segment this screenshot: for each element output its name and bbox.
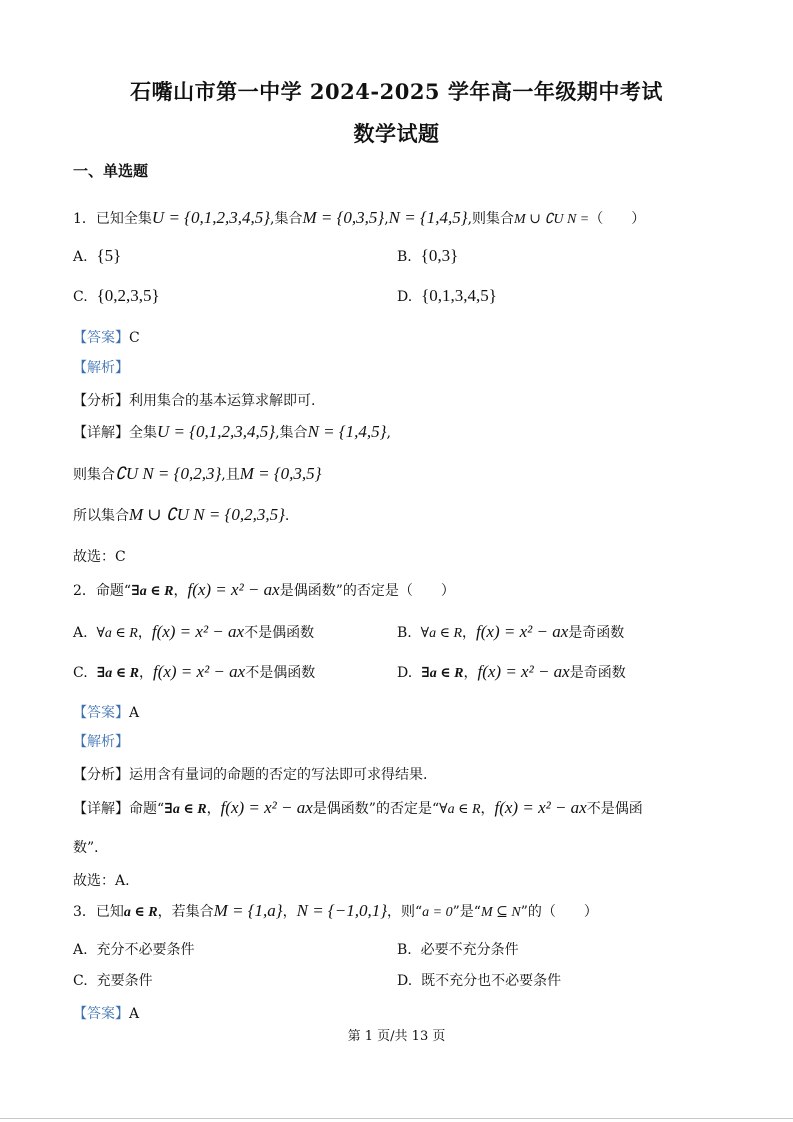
q1-paren: （ ） <box>589 211 646 227</box>
q1-answer: 【答案】C <box>73 330 140 346</box>
q1-expression: M ∪ ∁U N = <box>514 212 590 227</box>
q1-xiangjie-3: 所以集合M ∪ ∁U N = {0,2,3,5}. <box>73 505 290 524</box>
q1-analysis-tag: 【解析】 <box>73 360 129 376</box>
q1-sep: , <box>384 211 389 227</box>
q3-option-d: D. 既不充分也不必要条件 <box>397 973 562 989</box>
q1-option-a: A. {5} <box>73 246 122 265</box>
q2-analysis-tag: 【解析】 <box>73 734 129 750</box>
page-footer: 第 1 页/共 13 页 <box>347 1029 446 1044</box>
q1-set-m: M = {0,3,5} <box>302 208 385 227</box>
q2-xiangjie-cont: 数”． <box>73 840 109 856</box>
q2-option-d: D. ∃a ∈ R，f(x) = x² − ax是奇函数 <box>397 662 626 681</box>
q1-fenxi: 【分析】利用集合的基本运算求解即可. <box>73 393 316 409</box>
q2-option-b: B. ∀a ∈ R，f(x) = x² − ax是奇函数 <box>397 622 625 641</box>
q1-mid2: ,则集合 <box>467 211 515 227</box>
q1-xiangjie-1: 【详解】全集U = {0,1,2,3,4,5},集合N = {1,4,5}, <box>73 422 391 441</box>
q1-option-b: B. {0,3} <box>397 246 459 265</box>
q2-option-c: C. ∃a ∈ R，f(x) = x² − ax不是偶函数 <box>73 662 316 681</box>
q1-choose: 故选：C <box>73 549 126 565</box>
bottom-divider <box>0 1118 793 1119</box>
q2-stem: 2．命题“∃a ∈ R，f(x) = x² − ax是偶函数”的否定是（ ） <box>73 580 455 599</box>
q2-fenxi: 【分析】运用含有量词的命题的否定的写法即可求得结果. <box>73 767 428 783</box>
q2-answer: 【答案】A <box>73 705 140 721</box>
q2-xiangjie: 【详解】命题“∃a ∈ R，f(x) = x² − ax是偶函数”的否定是“∀a ∈ R，f(x) = x² − ax不是偶函 <box>73 798 643 817</box>
q2-choose: 故选：A. <box>73 873 130 889</box>
q3-stem: 3．已知a ∈ R，若集合M = {1,a}，N = {−1,0,1}，则“a = 0”是“M ⊆ N”的（ ） <box>73 901 598 920</box>
q1-prefix: 1．已知全集 <box>73 211 152 227</box>
q1-option-c: C. {0,2,3,5} <box>73 286 160 305</box>
q1-set-u: U = {0,1,2,3,4,5} <box>151 208 271 227</box>
exam-subtitle: 数学试题 <box>353 121 440 146</box>
q3-answer: 【答案】A <box>73 1006 140 1022</box>
q1-xiangjie-2: 则集合∁U N = {0,2,3},且M = {0,3,5} <box>73 464 322 483</box>
q1-set-n: N = {1,4,5} <box>388 208 468 227</box>
q3-option-b: B. 必要不充分条件 <box>397 942 519 958</box>
exam-title: 石嘴山市第一中学 2024-2025 学年高一年级期中考试 <box>130 79 663 104</box>
section-heading: 一、单选题 <box>73 162 149 180</box>
q3-option-a: A. 充分不必要条件 <box>73 942 195 958</box>
q3-option-c: C. 充要条件 <box>73 973 153 989</box>
q1-option-d: D. {0,1,3,4,5} <box>397 286 497 305</box>
q2-option-a: A. ∀a ∈ R，f(x) = x² − ax不是偶函数 <box>73 622 315 641</box>
q1-stem <box>73 208 645 230</box>
q1-mid1: ,集合 <box>270 211 303 227</box>
